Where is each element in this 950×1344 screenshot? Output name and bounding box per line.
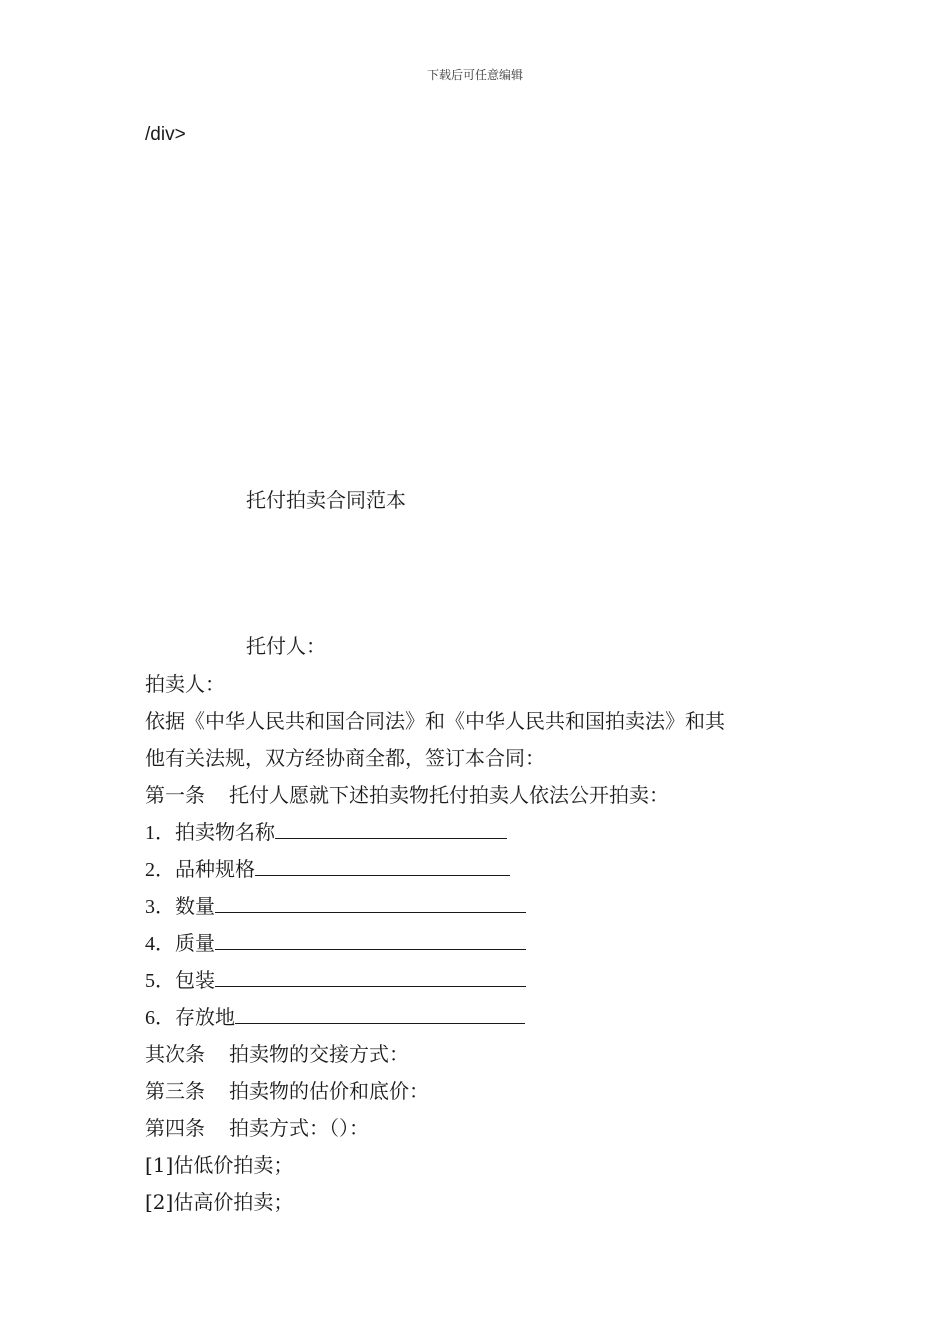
article-4-label: 第四条 xyxy=(145,1116,205,1140)
item-label: 数量 xyxy=(175,894,215,918)
list-item xyxy=(145,962,815,999)
fill-blank xyxy=(215,962,526,987)
item-number: 1． xyxy=(145,822,175,844)
article-3 xyxy=(145,1073,815,1110)
list-item xyxy=(145,888,815,925)
fill-blank xyxy=(275,814,507,839)
article-2-text: 拍卖物的交接方式： xyxy=(229,1042,409,1066)
article-1-label: 第一条 xyxy=(145,783,205,807)
item-number: 2． xyxy=(145,859,175,881)
article-1 xyxy=(145,777,815,814)
item-number: 3． xyxy=(145,896,175,918)
list-item xyxy=(145,925,815,962)
article-2 xyxy=(145,1036,815,1073)
fill-blank xyxy=(215,888,526,913)
item-label: 质量 xyxy=(175,931,215,955)
item-number: 6． xyxy=(145,1007,175,1029)
item-label: 品种规格 xyxy=(175,857,255,881)
intro-line-1: 依据《中华人民共和国合同法》和《中华人民共和国拍卖法》和其 xyxy=(145,709,725,733)
contract-body xyxy=(145,666,815,1221)
entrustor-label: 托付人： xyxy=(246,634,326,658)
item-number: 4． xyxy=(145,933,175,955)
article-4 xyxy=(145,1110,815,1147)
auctioneer-label: 拍卖人： xyxy=(145,672,225,696)
stray-markup-text: /div> xyxy=(145,124,186,145)
list-item xyxy=(145,999,815,1036)
item-label: 拍卖物名称 xyxy=(175,820,275,844)
document-title: 托付拍卖合同范本 xyxy=(246,488,406,512)
article-3-text: 拍卖物的估价和底价： xyxy=(229,1079,429,1103)
article-1-text: 托付人愿就下述拍卖物托付拍卖人依法公开拍卖： xyxy=(229,783,669,807)
article-2-label: 其次条 xyxy=(145,1042,205,1066)
list-item xyxy=(145,851,815,888)
list-item xyxy=(145,814,815,851)
item-number: 5． xyxy=(145,970,175,992)
item-label: 包装 xyxy=(175,968,215,992)
fill-blank xyxy=(235,999,525,1024)
fill-blank xyxy=(255,851,510,876)
page-header-note: 下载后可任意编辑 xyxy=(426,68,523,82)
fill-blank xyxy=(215,925,526,950)
article-4-text: 拍卖方式：（）： xyxy=(229,1116,369,1140)
option-1: [1]估低价拍卖； xyxy=(145,1153,294,1177)
intro-line-2: 他有关法规，双方经协商全都，签订本合同： xyxy=(145,746,545,770)
option-2: [2]估高价拍卖； xyxy=(145,1190,294,1214)
item-label: 存放地 xyxy=(175,1005,235,1029)
article-3-label: 第三条 xyxy=(145,1079,205,1103)
